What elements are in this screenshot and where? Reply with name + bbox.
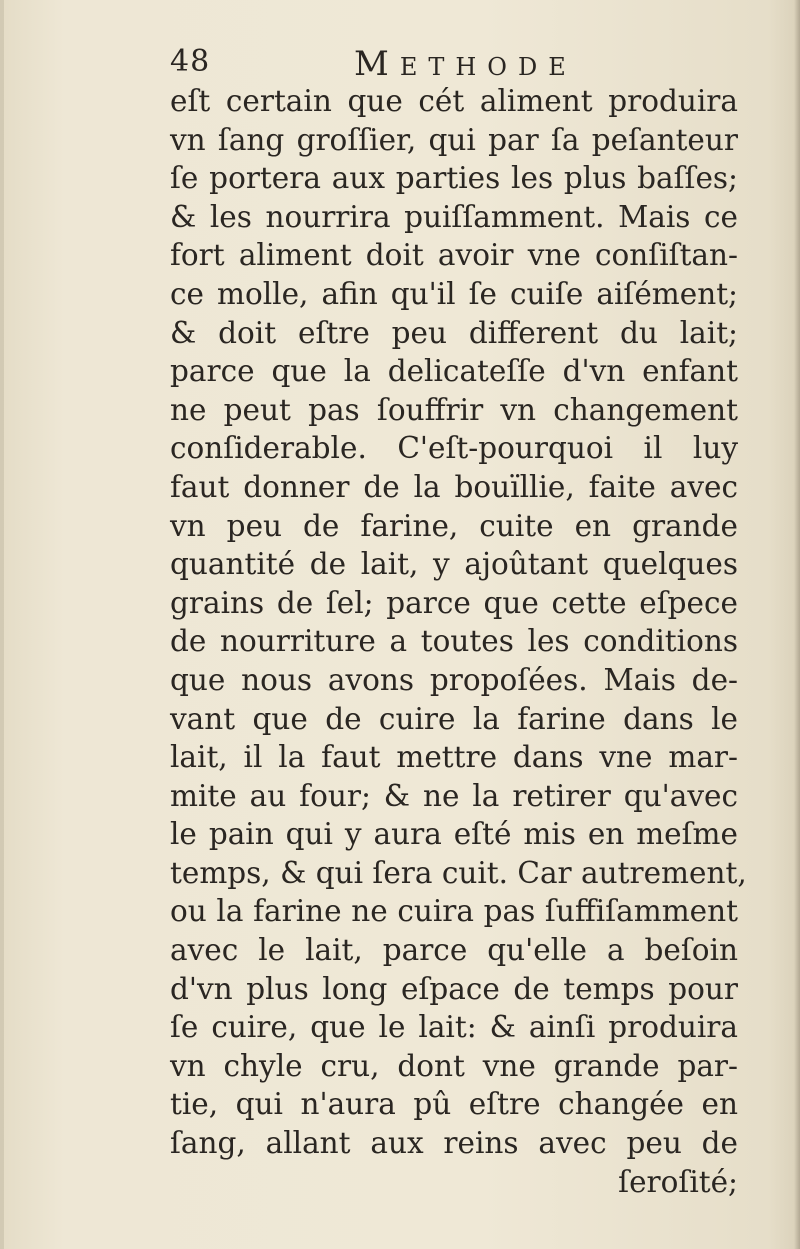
text-line: lait, il la faut mettre dans vne mar- [170, 740, 738, 775]
text-line: vn ſang groſſier, qui par ſa peſanteur [170, 122, 738, 157]
text-line: le pain qui y aura eſté mis en meſme [170, 817, 738, 852]
text-line: mite au four; & ne la retirer qu'avec [170, 778, 738, 813]
text-line: ſe portera aux parties les plus baſſes; [170, 161, 738, 196]
page-left-edge-shadow [0, 0, 4, 1249]
running-head: Methode [354, 44, 577, 84]
text-line: conſiderable. C'eſt-pourquoi il luy [170, 431, 738, 466]
text-line: faut donner de la bouïllie, faite avec [170, 469, 738, 504]
text-line: grains de ſel; parce que cette eſpece [170, 585, 738, 620]
text-line: d'vn plus long eſpace de temps pour [170, 971, 738, 1006]
text-line: ſang, allant aux reins avec peu de [170, 1126, 738, 1161]
text-line: ne peut pas ſouffrir vn changement [170, 392, 738, 427]
text-line: que nous avons propoſées. Mais de- [170, 662, 738, 697]
text-line: eſt certain que cét aliment produira [170, 84, 738, 118]
text-line: avec le lait, parce qu'elle a beſoin [170, 933, 738, 968]
text-line: vn peu de farine, cuite en grande [170, 508, 738, 543]
text-line: ou la farine ne cuira pas ſuffiſamment [170, 894, 738, 929]
text-line: vn chyle cru, dont vne grande par- [170, 1048, 738, 1083]
body-text [170, 82, 747, 1201]
text-line: parce que la delicateſſe d'vn enfant [170, 354, 738, 389]
text-line: quantité de lait, y ajoûtant quelques [170, 547, 738, 582]
page-right-edge-shadow [794, 0, 800, 1249]
text-line: ce molle, afin qu'il ſe cuiſe aiſément; [170, 276, 738, 311]
text-line: tie, qui n'aura pû eſtre changée en [170, 1087, 738, 1122]
page-header [170, 44, 740, 84]
text-line: vant que de cuire la farine dans le [170, 701, 738, 736]
text-line: ſe cuire, que le lait: & ainſi produira [170, 1010, 738, 1045]
text-line: & doit eſtre peu different du lait; [170, 315, 738, 350]
page-number: 48 [170, 44, 211, 79]
text-line: & les nourrira puiſſamment. Mais ce [170, 199, 738, 234]
text-line: fort aliment doit avoir vne conſiſtan- [170, 238, 738, 273]
text-line: temps, & qui ſera cuit. Car autrement, [170, 855, 747, 890]
catchword-line: ſeroſité; [618, 1164, 738, 1199]
text-line: de nourriture a toutes les conditions [170, 624, 738, 659]
